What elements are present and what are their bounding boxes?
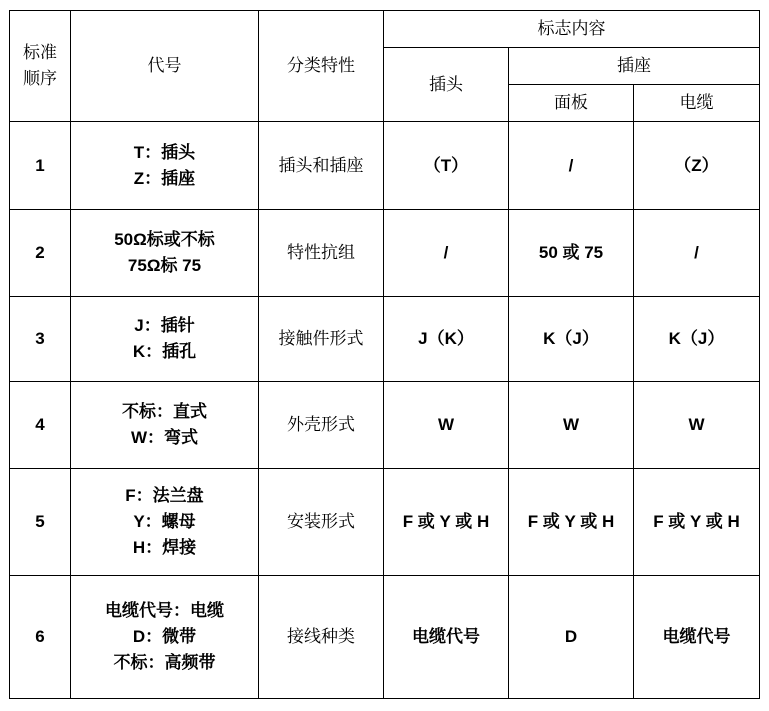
table-row (10, 576, 760, 699)
code-line: Z：插座 (133, 168, 196, 188)
code-line: 75Ω标 75 (127, 256, 202, 275)
cable-cell: K（J） (634, 297, 760, 382)
category-cell: 外壳形式 (259, 382, 384, 469)
table-row (10, 382, 760, 469)
code-line: 50Ω标或不标 (114, 230, 215, 249)
code-cell (71, 382, 259, 469)
plug-cell: / (384, 210, 509, 297)
category-cell: 安装形式 (259, 469, 384, 576)
code-line: F：法兰盘 (125, 486, 204, 505)
cable-cell: F 或 Y 或 H (634, 469, 760, 576)
table-row (10, 297, 760, 382)
code-line: 不标：直式 (122, 402, 207, 421)
cable-cell: 电缆代号 (634, 576, 760, 699)
cable-cell: / (634, 210, 760, 297)
row-number: 3 (10, 297, 71, 382)
panel-cell: K（J） (509, 297, 634, 382)
header-socket: 插座 (509, 48, 760, 85)
code-cell (71, 297, 259, 382)
header-category: 分类特性 (259, 11, 384, 122)
row-number: 5 (10, 469, 71, 576)
plug-cell: W (384, 382, 509, 469)
header-code: 代号 (71, 11, 259, 122)
header-marking: 标志内容 (384, 11, 760, 48)
code-cell (71, 210, 259, 297)
code-cell (71, 469, 259, 576)
code-line: Y：螺母 (133, 512, 196, 531)
code-line: W：弯式 (130, 428, 199, 447)
panel-cell: 50 或 75 (509, 210, 634, 297)
code-cell (71, 576, 259, 699)
code-line: 不标：高频带 (113, 653, 216, 672)
code-line: D：微带 (132, 627, 197, 646)
panel-cell: D (509, 576, 634, 699)
row-number: 1 (10, 122, 71, 210)
connector-marking-table (9, 10, 760, 699)
header-panel: 面板 (509, 85, 634, 122)
header-order-line-1: 标准 (23, 43, 57, 63)
row-number: 2 (10, 210, 71, 297)
category-cell: 接线种类 (259, 576, 384, 699)
plug-cell: （T） (384, 122, 509, 210)
panel-cell: F 或 Y 或 H (509, 469, 634, 576)
header-order (10, 11, 71, 122)
category-cell: 插头和插座 (259, 122, 384, 210)
plug-cell: F 或 Y 或 H (384, 469, 509, 576)
cable-cell: W (634, 382, 760, 469)
category-cell: 特性抗组 (259, 210, 384, 297)
plug-cell: 电缆代号 (384, 576, 509, 699)
table-row (10, 469, 760, 576)
row-number: 4 (10, 382, 71, 469)
code-line: K：插孔 (132, 342, 197, 361)
table-row (10, 122, 760, 210)
header-plug: 插头 (384, 48, 509, 122)
table-row (10, 210, 760, 297)
plug-cell: J（K） (384, 297, 509, 382)
panel-cell: W (509, 382, 634, 469)
code-line: H：焊接 (132, 538, 197, 557)
code-cell (71, 122, 259, 210)
panel-cell: / (509, 122, 634, 210)
code-line: T：插头 (133, 142, 196, 162)
header-cable: 电缆 (634, 85, 760, 122)
category-cell: 接触件形式 (259, 297, 384, 382)
cable-cell: （Z） (634, 122, 760, 210)
header-order-line-2: 顺序 (23, 69, 57, 89)
code-line: 电缆代号：电缆 (105, 601, 224, 620)
row-number: 6 (10, 576, 71, 699)
code-line: J：插针 (134, 316, 195, 335)
